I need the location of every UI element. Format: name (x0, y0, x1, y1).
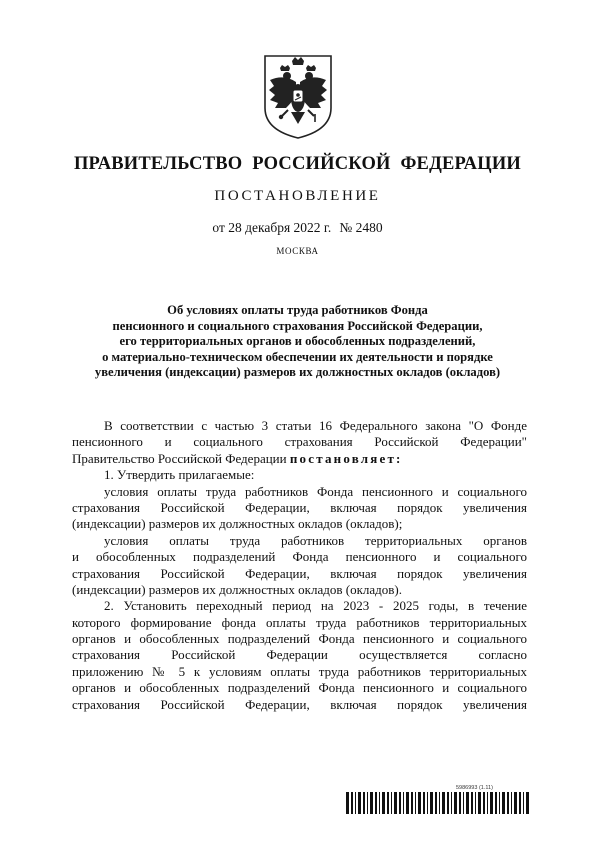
document-code: 5986993 (1.11) (456, 785, 493, 791)
document-type: ПОСТАНОВЛЕНИЕ (214, 188, 381, 204)
body-line: приложению № 5 к условиям оплаты труда работников территориальных (72, 663, 527, 679)
body-line: В соответствии с частью 3 статьи 16 Федерального закона "О Фонде (104, 418, 527, 433)
coat-of-arms-icon (262, 52, 334, 140)
body-line: страхования Российской Федерации, включая порядок увеличения (72, 696, 527, 712)
resolution-keyword: постановляет: (289, 450, 403, 466)
body-line: условия оплаты труда работников территориальных органов (104, 532, 527, 548)
barcode-icon (346, 792, 530, 814)
heading-line: пенсионного и социального страхования Российской Федерации, (112, 318, 483, 333)
city: МОСКВА (276, 246, 319, 256)
heading-line: Об условиях оплаты труда работников Фонда (167, 303, 428, 317)
body-line: страхования Российской Федерации осуществляется согласно (72, 647, 527, 663)
body-line: условия оплаты труда работников Фонда пенсионного и социального (104, 483, 527, 499)
body-line: органов и обособленных подразделений Фонда пенсионного и социального (72, 631, 527, 647)
body-line: 1. Утвердить прилагаемые: (104, 467, 255, 483)
body-line: страхования Российской Федерации, включая порядок увеличения (72, 565, 527, 581)
body-line: пенсионного и социального страхования Российской Федерации" (72, 434, 527, 450)
body-line: 2. Установить переходный период на 2023 - 2025 годы, в течение (104, 598, 527, 614)
body-line: (индексации) размеров их должностных окладов (окладов); (72, 516, 403, 532)
body-line (72, 451, 527, 467)
body-line: страхования Российской Федерации, включая порядок увеличения (72, 499, 527, 515)
body-line: (индексации) размеров их должностных окладов (окладов). (72, 581, 402, 597)
document-date: от 28 декабря 2022 г. (212, 220, 332, 235)
body-text: Правительство Российской Федерации (72, 450, 287, 466)
document-heading (60, 303, 535, 381)
document-body (72, 418, 527, 713)
heading-line: увеличения (индексации) размеров их должностных окладов (окладов) (94, 365, 501, 379)
body-line: и обособленных подразделений Фонда пенсионного и социального (72, 549, 527, 565)
government-title: ПРАВИТЕЛЬСТВО РОССИЙСКОЙ ФЕДЕРАЦИИ (73, 154, 522, 174)
body-line: которого формирование фонда оплаты труда работников территориальных (72, 614, 527, 630)
body-line: органов и обособленных подразделений Фонда пенсионного и социального (72, 680, 527, 696)
heading-line: о материально-техническом обеспечении их деятельности и порядке (102, 349, 493, 364)
date-line (0, 220, 595, 236)
heading-line: его территориальных органов и обособленных подразделений, (119, 334, 476, 348)
document-number: № 2480 (339, 220, 383, 235)
